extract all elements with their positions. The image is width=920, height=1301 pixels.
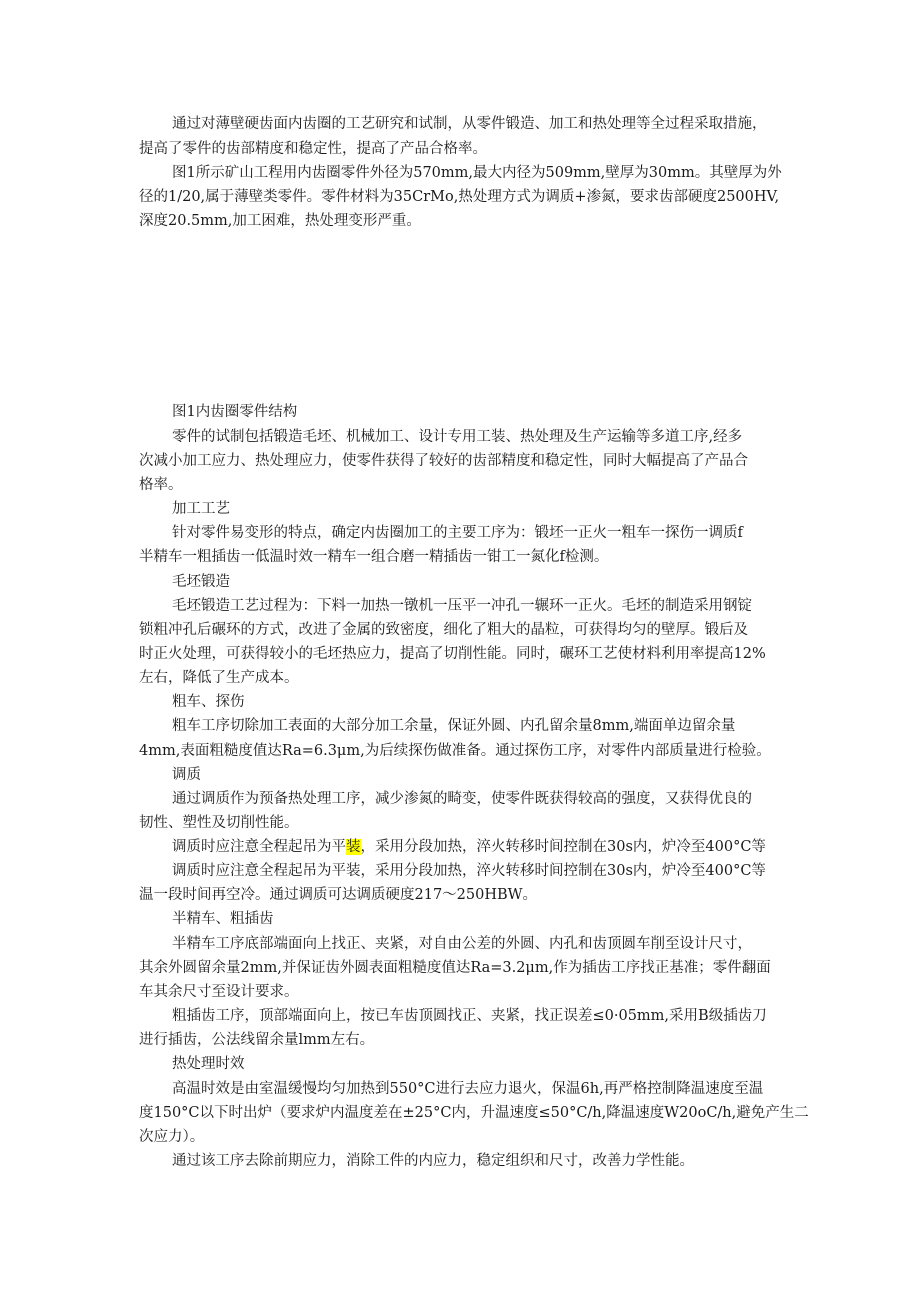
paragraph-line: 进行插齿，公法线留余量lmm左右。 — [139, 1032, 375, 1048]
paragraph-line: 高温时效是由室温缓慢均匀加热到550°C进行去应力退火，保温6h,再严格控制降温速度至温 — [172, 1081, 764, 1097]
paragraph-line: 锁粗冲孔后碾环的方式，改进了金属的致密度，细化了粗大的晶粒，可获得均匀的壁厚。锻后及 — [139, 622, 748, 638]
paragraph-line: 时正火处理，可获得较小的毛坯热应力，提高了切削性能。同时，碾环工艺使材料利用率提高12% — [139, 646, 766, 662]
paragraph-line: 次应力）。 — [139, 1129, 205, 1145]
paragraph-line: 径的1/20,属于薄壁类零件。零件材料为35CrMo,热处理方式为调质+渗氮，要求齿部硬度2500HV, — [139, 189, 780, 205]
paragraph-line: 温一段时间再空冷。通过调质可达调质硬度217～250HBW。 — [139, 887, 538, 903]
figure-placeholder — [139, 240, 779, 390]
paragraph-line: 图1所示矿山工程用内齿圈零件外径为570mm,最大内径为509mm,壁厚为30mm。其壁厚为外 — [172, 165, 782, 181]
section-heading: 毛坯锻造 — [172, 574, 230, 590]
paragraph-line: 提高了零件的齿部精度和稳定性，提高了产品合格率。 — [139, 141, 487, 157]
paragraph-line: 格率。 — [139, 477, 183, 493]
paragraph-line: 粗插齿工序，顶部端面向上，按已车齿顶圆找正、夹紧，找正误差≤0·05mm,采用B级插齿刀 — [172, 1008, 767, 1024]
paragraph-line: 半精车工序底部端面向上找正、夹紧，对自由公差的外圆、内孔和齿顶圆车削至设计尺寸， — [172, 936, 752, 952]
paragraph-line — [172, 835, 766, 859]
paragraph-line: 通过调质作为预备热处理工序，减少渗氮的畸变，使零件既获得较高的强度，又获得优良的 — [172, 791, 752, 807]
text-segment: 调质时应注意全程起吊为平 — [172, 839, 346, 855]
paragraph-line: 车其余尺寸至设计要求。 — [139, 984, 299, 1000]
paragraph-line: 其余外圆留余量2mm,并保证齿外圆表面粗糙度值达Ra=3.2μm,作为插齿工序找正基准；零件翻面 — [139, 960, 771, 976]
paragraph-line: 零件的试制包括锻造毛坯、机械加工、设计专用工装、热处理及生产运输等多道工序,经多 — [172, 429, 743, 445]
paragraph-line: 韧性、塑性及切削性能。 — [139, 815, 299, 831]
figure-caption: 图1内齿圈零件结构 — [172, 404, 298, 420]
paragraph-line: 粗车工序切除加工表面的大部分加工余量，保证外圆、内孔留余量8mm,端面单边留余量 — [172, 718, 736, 734]
section-heading: 热处理时效 — [172, 1056, 245, 1072]
section-heading: 调质 — [172, 767, 201, 783]
paragraph-line: 针对零件易变形的特点，确定内齿圈加工的主要工序为：锻坯一正火一粗车一探伤一调质f — [172, 525, 743, 541]
highlighted-text: 装 — [346, 839, 361, 855]
paragraph-line: 深度20.5mm,加工困难，热处理变形严重。 — [139, 213, 421, 229]
paragraph-line: 毛坯锻造工艺过程为：下料一加热一镦机一压平一冲孔一辗环一正火。毛坯的制造采用钢锭 — [172, 598, 752, 614]
paragraph-line: 调质时应注意全程起吊为平装，采用分段加热，淬火转移时间控制在30s内，炉冷至400°C等 — [172, 863, 766, 879]
section-heading: 粗车、探伤 — [172, 694, 245, 710]
text-segment: ，采用分段加热，淬火转移时间控制在30s内，炉冷至400°C等 — [360, 839, 766, 855]
paragraph-line: 次减小加工应力、热处理应力，使零件获得了较好的齿部精度和稳定性，同时大幅提高了产品合 — [139, 453, 748, 469]
paragraph-line: 通过对薄壁硬齿面内齿圈的工艺研究和试制，从零件锻造、加工和热处理等全过程采取措施， — [172, 116, 767, 132]
section-heading: 加工工艺 — [172, 501, 230, 517]
paragraph-line: 度150°C以下时出炉（要求炉内温度差在±25°C内，升温速度≤50°C/h,降温速度W20oC/h,避免产生二 — [139, 1105, 809, 1121]
paragraph-line: 4mm,表面粗糙度值达Ra=6.3μm,为后续探伤做准备。通过探伤工序，对零件内部质量进行检验。 — [139, 743, 771, 759]
paragraph-line: 半精车一粗插齿一低温时效一精车一组合磨一精插齿一钳工一氮化f检测。 — [139, 549, 609, 565]
section-heading: 半精车、粗插齿 — [172, 911, 274, 927]
paragraph-line: 通过该工序去除前期应力，消除工件的内应力，稳定组织和尺寸，改善力学性能。 — [172, 1153, 694, 1169]
paragraph-line: 左右，降低了生产成本。 — [139, 670, 299, 686]
